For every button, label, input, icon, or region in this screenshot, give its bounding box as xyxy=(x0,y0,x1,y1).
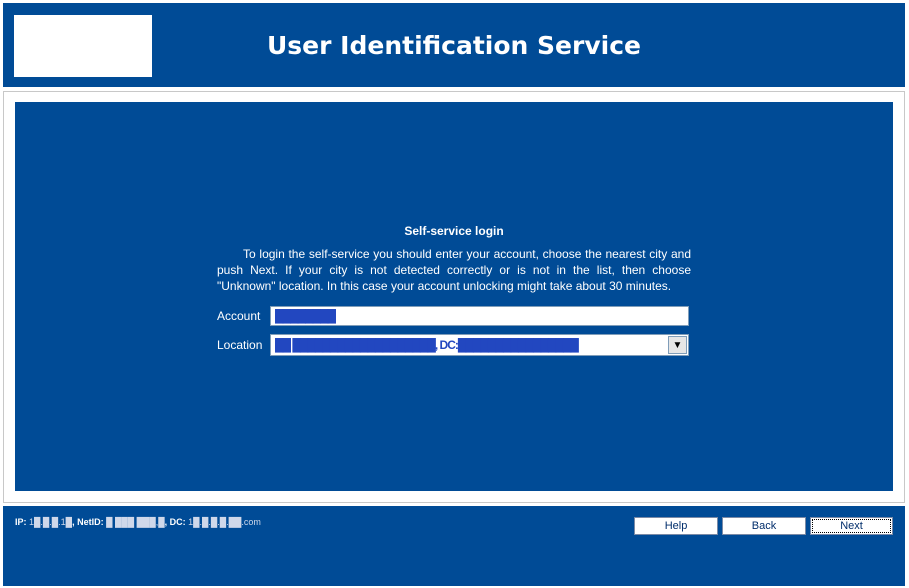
footer-bar xyxy=(3,506,905,586)
dc-value: 1█.█.█.█.██.com xyxy=(188,517,261,527)
header-bar xyxy=(3,3,905,87)
chevron-down-icon[interactable]: ▼ xyxy=(668,336,687,354)
netid-value: █ ███ ███,█ xyxy=(106,517,165,527)
account-row xyxy=(217,306,691,326)
next-button[interactable]: Next xyxy=(810,517,893,535)
location-label: Location xyxy=(217,338,263,352)
dc-label: DC: xyxy=(169,517,186,527)
app-title: User Identification Service xyxy=(267,31,641,60)
back-button[interactable]: Back xyxy=(722,517,806,535)
content-frame xyxy=(3,91,905,503)
status-line: IP: 1█.█.█.1█, NetID: █ ███ ███,█, DC: 1█.█.█.█.██.com xyxy=(15,517,261,527)
help-button[interactable]: Help xyxy=(634,517,718,535)
account-label: Account xyxy=(217,309,261,323)
login-instructions: To login the self-service you should enter your account, choose the nearest city and push Next. If your city is not detected correctly or is not in the list, then choose "Unknown" location. In this case your account unlocking might take about 30 minutes. xyxy=(217,247,691,293)
account-value: ████████ xyxy=(275,309,336,323)
netid-label: NetID: xyxy=(77,517,104,527)
content-panel xyxy=(15,102,893,491)
location-row xyxy=(217,334,691,356)
ip-label: IP: xyxy=(15,517,27,527)
ip-value: 1█.█.█.1█ xyxy=(29,517,73,527)
account-input[interactable] xyxy=(270,306,689,326)
location-select[interactable] xyxy=(270,334,689,356)
login-form xyxy=(217,224,691,364)
location-value: ██ ███████████████████, DC:████████████████ xyxy=(275,338,578,352)
login-heading: Self-service login xyxy=(404,224,504,238)
